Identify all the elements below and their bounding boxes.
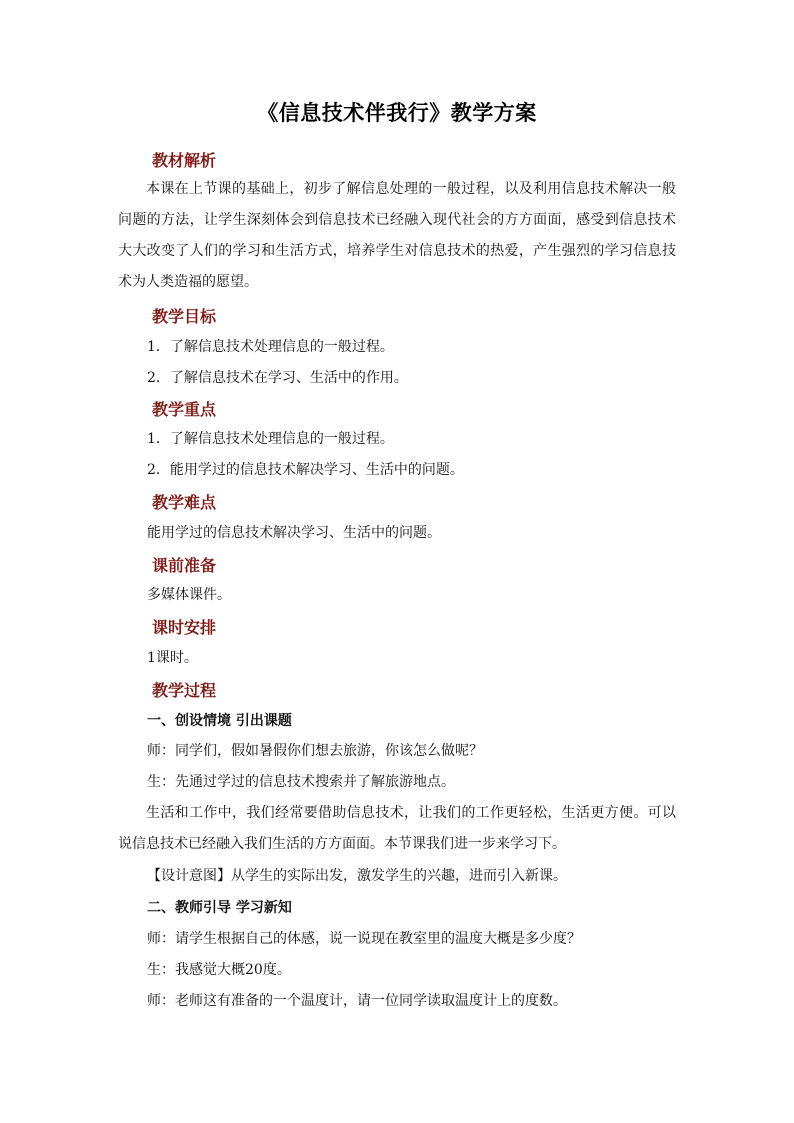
page-title: 《信息技术伴我行》教学方案 (257, 100, 537, 125)
process-part2-subheading: 二、教师引导 学习新知 (147, 900, 292, 916)
dialogue-line: 师：老师这有准备的一个温度计，请一位同学读取温度计上的度数。 (147, 993, 567, 1009)
heading-preparation: 课前准备 (152, 556, 217, 575)
key-point-item-2: 2．能用学过的信息技术解决学习、生活中的问题。 (147, 462, 464, 478)
schedule-text: 1课时。 (147, 650, 198, 666)
process-part1-subheading: 一、创设情境 引出课题 (147, 713, 292, 729)
objective-item-1: 1．了解信息技术处理信息的一般过程。 (147, 339, 394, 355)
preparation-text: 多媒体课件。 (147, 587, 231, 603)
design-note: 【设计意图】从学生的实际出发，激发学生的兴趣，进而引入新课。 (147, 868, 567, 884)
dialogue-line: 师：请学生根据自己的体感，说一说现在教室里的温度大概是多少度？ (147, 931, 581, 947)
heading-teaching-objectives: 教学目标 (152, 307, 217, 326)
objective-item-2: 2．了解信息技术在学习、生活中的作用。 (147, 370, 408, 386)
heading-teaching-process: 教学过程 (152, 681, 217, 700)
dialogue-line: 生：我感觉大概20度。 (147, 962, 291, 978)
analysis-paragraph: 本课在上节课的基础上，初步了解信息处理的一般过程，以及利用信息技术解决一般问题的方法，让学生深刻体会到信息技术已经融入现代社会的方方面面，感受到信息技术大大改变了人们的学习和生活方式，培养学生对信息技术的热爱，产生强烈的学习信息技术为人类造福的愿望。 (118, 181, 676, 290)
heading-schedule: 课时安排 (152, 618, 217, 637)
dialogue-line: 师：同学们，假如暑假你们想去旅游，你该怎么做呢？ (147, 743, 483, 759)
heading-textbook-analysis: 教材解析 (152, 151, 217, 170)
process-paragraph: 生活和工作中，我们经常要借助信息技术，让我们的工作更轻松，生活更方便。可以说信息技术已经融入我们生活的方方面面。本节课我们进一步来学习下。 (118, 805, 676, 852)
key-point-item-1: 1．了解信息技术处理信息的一般过程。 (147, 431, 394, 447)
heading-difficulties: 教学难点 (152, 493, 217, 512)
difficulties-text: 能用学过的信息技术解决学习、生活中的问题。 (147, 525, 441, 541)
dialogue-line: 生：先通过学过的信息技术搜索并了解旅游地点。 (147, 774, 455, 790)
heading-key-points: 教学重点 (152, 400, 217, 419)
